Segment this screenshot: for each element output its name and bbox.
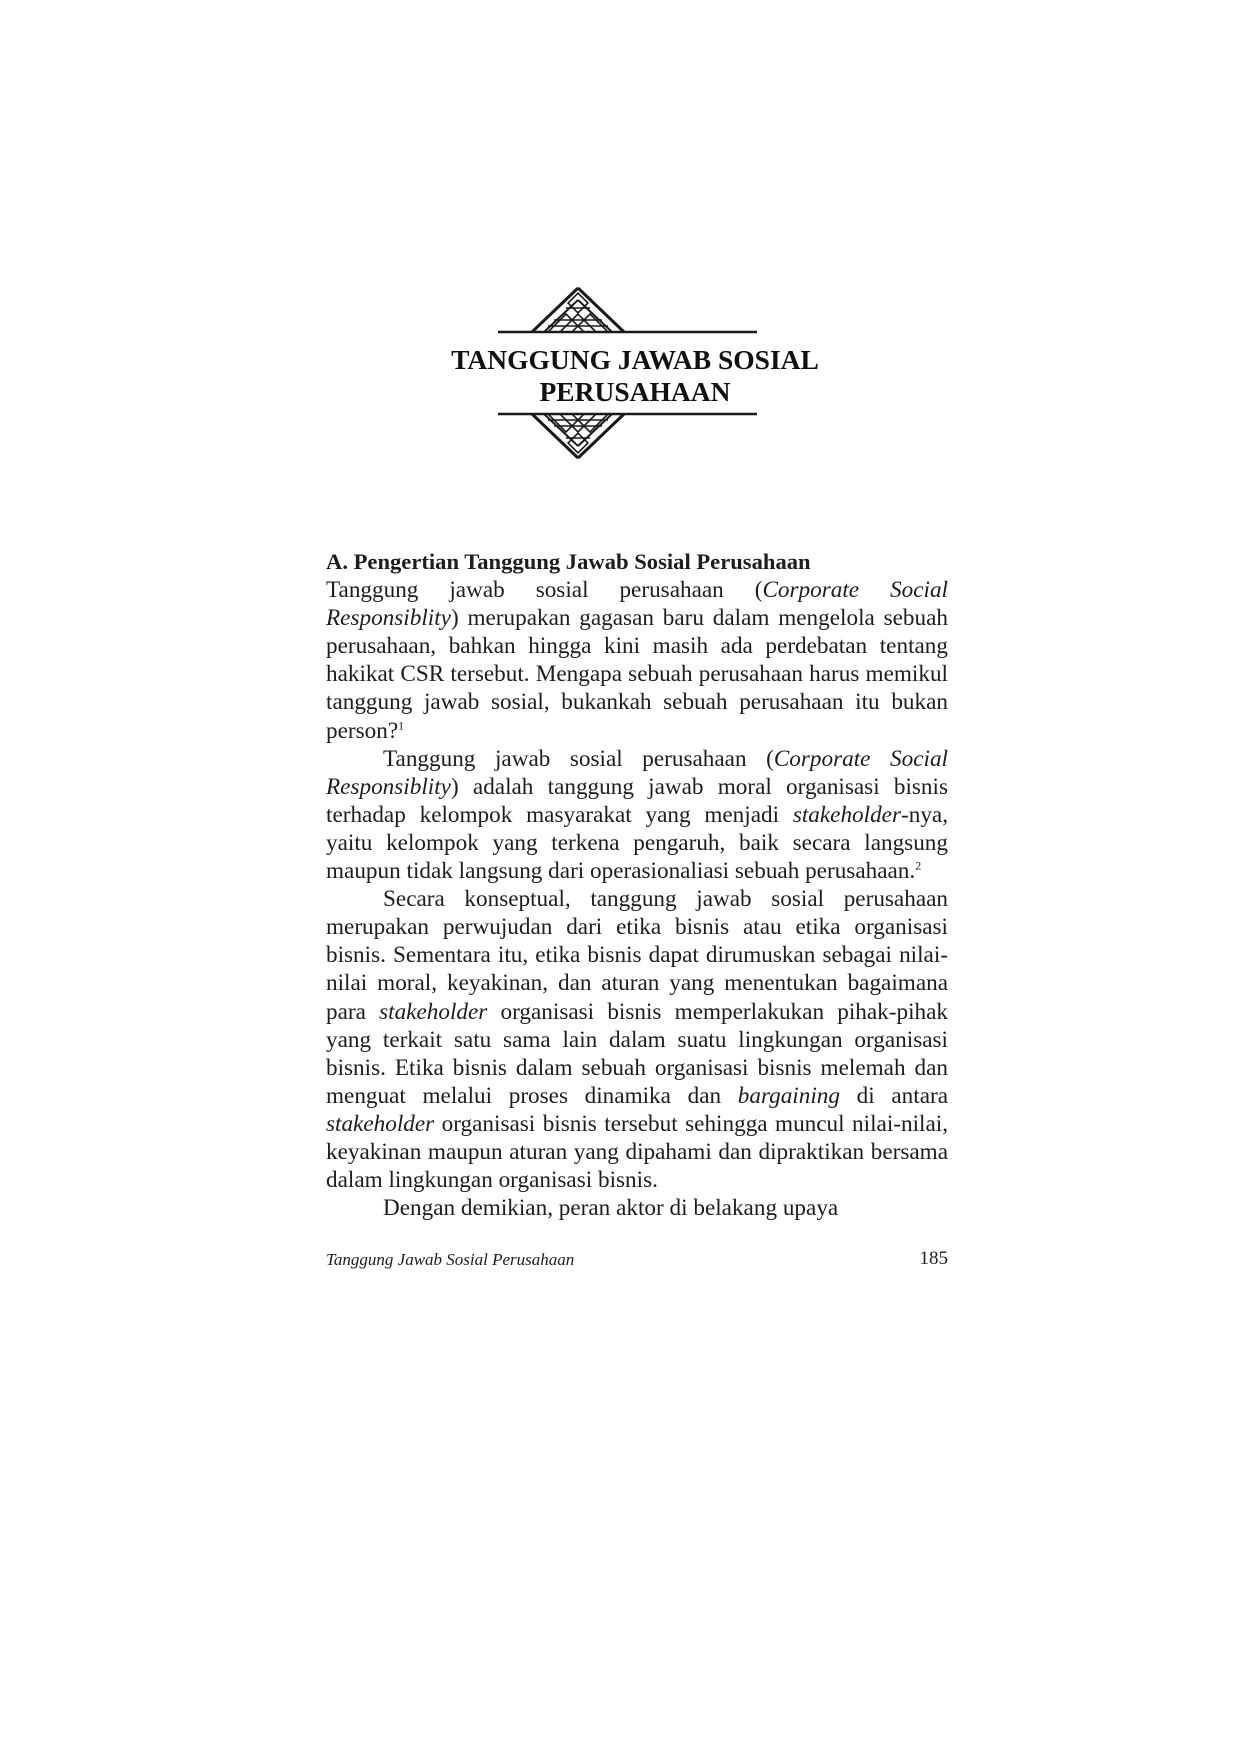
italic-term: Corporate Social Responsiblity (326, 745, 948, 800)
text-run: Secara konseptual, tanggung jawab sosial perusahaan merupakan perwujudan dari etika bisnis atau etika organisasi bisnis. Sementara itu, etika bisnis dapat dirumuskan sebagai nilai-nilai moral, keyakinan, dan aturan yang menentukan bagaimana para (326, 886, 948, 1025)
paragraph (326, 1194, 948, 1222)
text-run: -nya, yaitu kelompok yang terkena pengaruh, baik secara langsung maupun tidak langsung dari operasionaliasi sebuah perusahaan. (326, 801, 948, 885)
section-heading: A. Pengertian Tanggung Jawab Sosial Perusahaan (326, 549, 811, 574)
text-run: ) merupakan gagasan baru dalam mengelola sebuah perusahaan, bahkan hingga kini masih ada perdebatan tentang hakikat CSR tersebut. Mengapa sebuah perusahaan harus memikul tanggung jawab sosial, bukankah sebuah perusahaan itu bukan person? (326, 605, 948, 744)
italic-term: stakeholder (379, 998, 488, 1025)
text-run: Tanggung jawab sosial perusahaan ( (326, 577, 763, 604)
text-run: Tanggung jawab sosial perusahaan ( (383, 745, 774, 772)
page-number: 185 (919, 1248, 948, 1269)
text-run: di antara (839, 1082, 948, 1109)
text-run: organisasi bisnis tersebut sehingga muncul nilai-nilai, keyakinan maupun aturan yang dipahami dan dipraktikan bersama dalam lingkungan organisasi bisnis. (326, 1110, 948, 1194)
top-knot-ornament (532, 288, 624, 332)
bottom-knot-ornament (532, 414, 624, 458)
italic-term: Corporate Social Responsiblity (326, 577, 948, 632)
paragraphs (326, 576, 948, 1222)
italic-term: stakeholder (792, 801, 901, 828)
chapter-title-line-1: TANGGUNG JAWAB SOSIAL (451, 344, 819, 375)
footnote-marker: 1 (398, 717, 405, 732)
text-run: Dengan demikian, peran aktor di belakang upaya (383, 1195, 839, 1222)
italic-term: bargaining (737, 1082, 840, 1109)
chapter-title-line-2: PERUSAHAAN (539, 376, 731, 407)
footnote-marker: 2 (915, 858, 922, 873)
italic-term: stakeholder (326, 1110, 435, 1137)
chapter-title (400, 344, 870, 408)
paragraph (326, 745, 948, 885)
text-run: organisasi bisnis memperlakukan pihak-pihak yang terkait satu sama lain dalam suatu lingkungan organisasi bisnis. Etika bisnis dalam sebuah organisasi bisnis melemah dan menguat melalui proses dinamika dan (326, 998, 949, 1109)
text-run: ) adalah tanggung jawab moral organisasi bisnis terhadap kelompok masyarakat yang menjadi (326, 773, 948, 828)
paragraph (326, 576, 948, 745)
body-text (326, 548, 948, 1222)
running-head: Tanggung Jawab Sosial Perusahaan (326, 1250, 575, 1269)
paragraph (326, 885, 948, 1194)
